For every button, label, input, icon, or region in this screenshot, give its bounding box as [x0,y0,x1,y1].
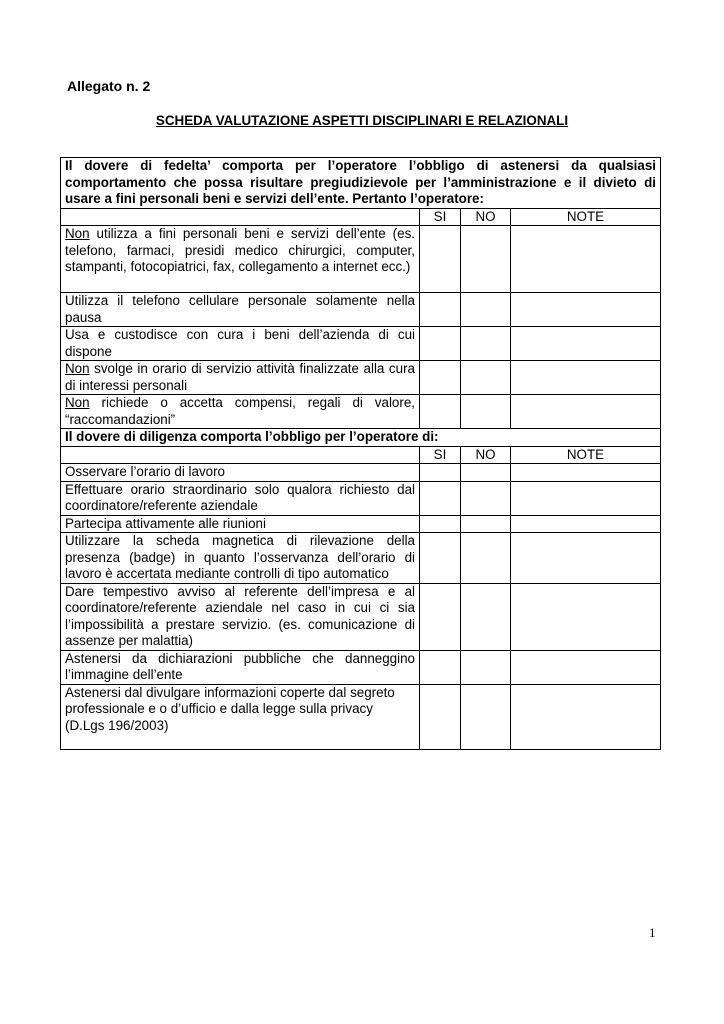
item-body: richiede o accetta compensi, regali di valore, “raccomandazioni” [65,395,415,427]
item-body: Usa e custodisce con cura i beni dell’azienda di cui dispone [65,327,415,359]
note-cell[interactable] [511,361,661,395]
si-cell[interactable] [420,650,461,684]
table-row [61,481,661,515]
header-blank-cell [61,446,420,464]
item-text: Dare tempestivo avviso al referente dell’impresa e al coordinatore/referente aziendale nel caso in cui ci sia l’impossibilità a prestare servizio. (es. comunicazione di assenze per malattia) [61,583,420,650]
si-cell[interactable] [420,361,461,395]
item-text: Effettuare orario straordinario solo qualora richiesto dal coordinatore/referente aziendale [61,481,420,515]
si-cell[interactable] [420,515,461,533]
section1-intro: Il dovere di fedelta’ comporta per l’operatore l’obbligo di astenersi da qualsiasi comportamento che possa risultare pregiudizievole per l’amministrazione e il divieto di usare a fini personali beni e servizi dell’ente. Pertanto l’operatore: [61,158,661,209]
evaluation-table [60,157,661,750]
header-no: NO [461,446,511,464]
si-cell[interactable] [420,684,461,749]
section2-intro: Il dovere di diligenza comporta l’obbligo per l’operatore di: [61,429,661,447]
document-title: SCHEDA VALUTAZIONE ASPETTI DISCIPLINARI E RELAZIONALI [155,113,569,128]
header-blank-cell [61,208,420,226]
si-cell[interactable] [420,395,461,429]
section2-header-row [61,446,661,464]
table-row [61,684,661,749]
table-row [61,226,661,293]
item-body: utilizza a fini personali beni e servizi dell’ente (es. telefono, farmaci, presidi medico chirurgici, computer, stampanti, fotocopiatrici, fax, collegamento a internet ecc.) [65,226,415,274]
no-cell[interactable] [461,684,511,749]
table-row [61,327,661,361]
section2-intro-row [61,429,661,447]
no-cell[interactable] [461,395,511,429]
header-note: NOTE [511,446,661,464]
note-cell[interactable] [511,515,661,533]
si-cell[interactable] [420,583,461,650]
si-cell[interactable] [420,533,461,584]
si-cell[interactable] [420,327,461,361]
no-cell[interactable] [461,361,511,395]
no-cell[interactable] [461,293,511,327]
no-cell[interactable] [461,327,511,361]
note-cell[interactable] [511,481,661,515]
table-row [61,650,661,684]
note-cell[interactable] [511,395,661,429]
item-text [61,395,420,429]
no-cell[interactable] [461,481,511,515]
note-cell[interactable] [511,533,661,584]
item-text [61,327,420,361]
header-si: SI [420,208,461,226]
item-text: Astenersi da dichiarazioni pubbliche che danneggino l’immagine dell’ente [61,650,420,684]
item-prefix: Non [65,395,90,410]
note-cell[interactable] [511,293,661,327]
table-row [61,464,661,482]
page-number: 1 [649,925,656,940]
header-si: SI [420,446,461,464]
table-row [61,395,661,429]
item-text [61,226,420,293]
si-cell[interactable] [420,293,461,327]
item-text: Osservare l’orario di lavoro [61,464,420,482]
no-cell[interactable] [461,464,511,482]
item-body: svolge in orario di servizio attività finalizzate alla cura di interessi personali [65,361,415,393]
table-row [61,533,661,584]
note-cell[interactable] [511,650,661,684]
item-text: Astenersi dal divulgare informazioni coperte dal segreto professionale e o d’ufficio e dalla legge sulla privacy (D.Lgs 196/2003) [61,684,420,749]
no-cell[interactable] [461,650,511,684]
note-cell[interactable] [511,583,661,650]
note-cell[interactable] [511,464,661,482]
table-row [61,583,661,650]
attachment-label: Allegato n. 2 [67,78,151,94]
item-prefix: Non [65,361,90,376]
table-row [61,361,661,395]
si-cell[interactable] [420,481,461,515]
item-text: Partecipa attivamente alle riunioni [61,515,420,533]
si-cell[interactable] [420,226,461,293]
note-cell[interactable] [511,684,661,749]
item-text: Utilizzare la scheda magnetica di rilevazione della presenza (badge) in quanto l’osservanza dell’orario di lavoro è accertata mediante controlli di tipo automatico [61,533,420,584]
table-row [61,293,661,327]
section1-header-row [61,208,661,226]
note-cell[interactable] [511,327,661,361]
table-row [61,515,661,533]
no-cell[interactable] [461,583,511,650]
no-cell[interactable] [461,226,511,293]
item-text [61,361,420,395]
no-cell[interactable] [461,533,511,584]
header-note: NOTE [511,208,661,226]
note-cell[interactable] [511,226,661,293]
no-cell[interactable] [461,515,511,533]
item-body: Utilizza il telefono cellulare personale solamente nella pausa [65,293,415,325]
item-prefix: Non [65,226,90,241]
item-text [61,293,420,327]
header-no: NO [461,208,511,226]
si-cell[interactable] [420,464,461,482]
section1-intro-row [61,158,661,209]
